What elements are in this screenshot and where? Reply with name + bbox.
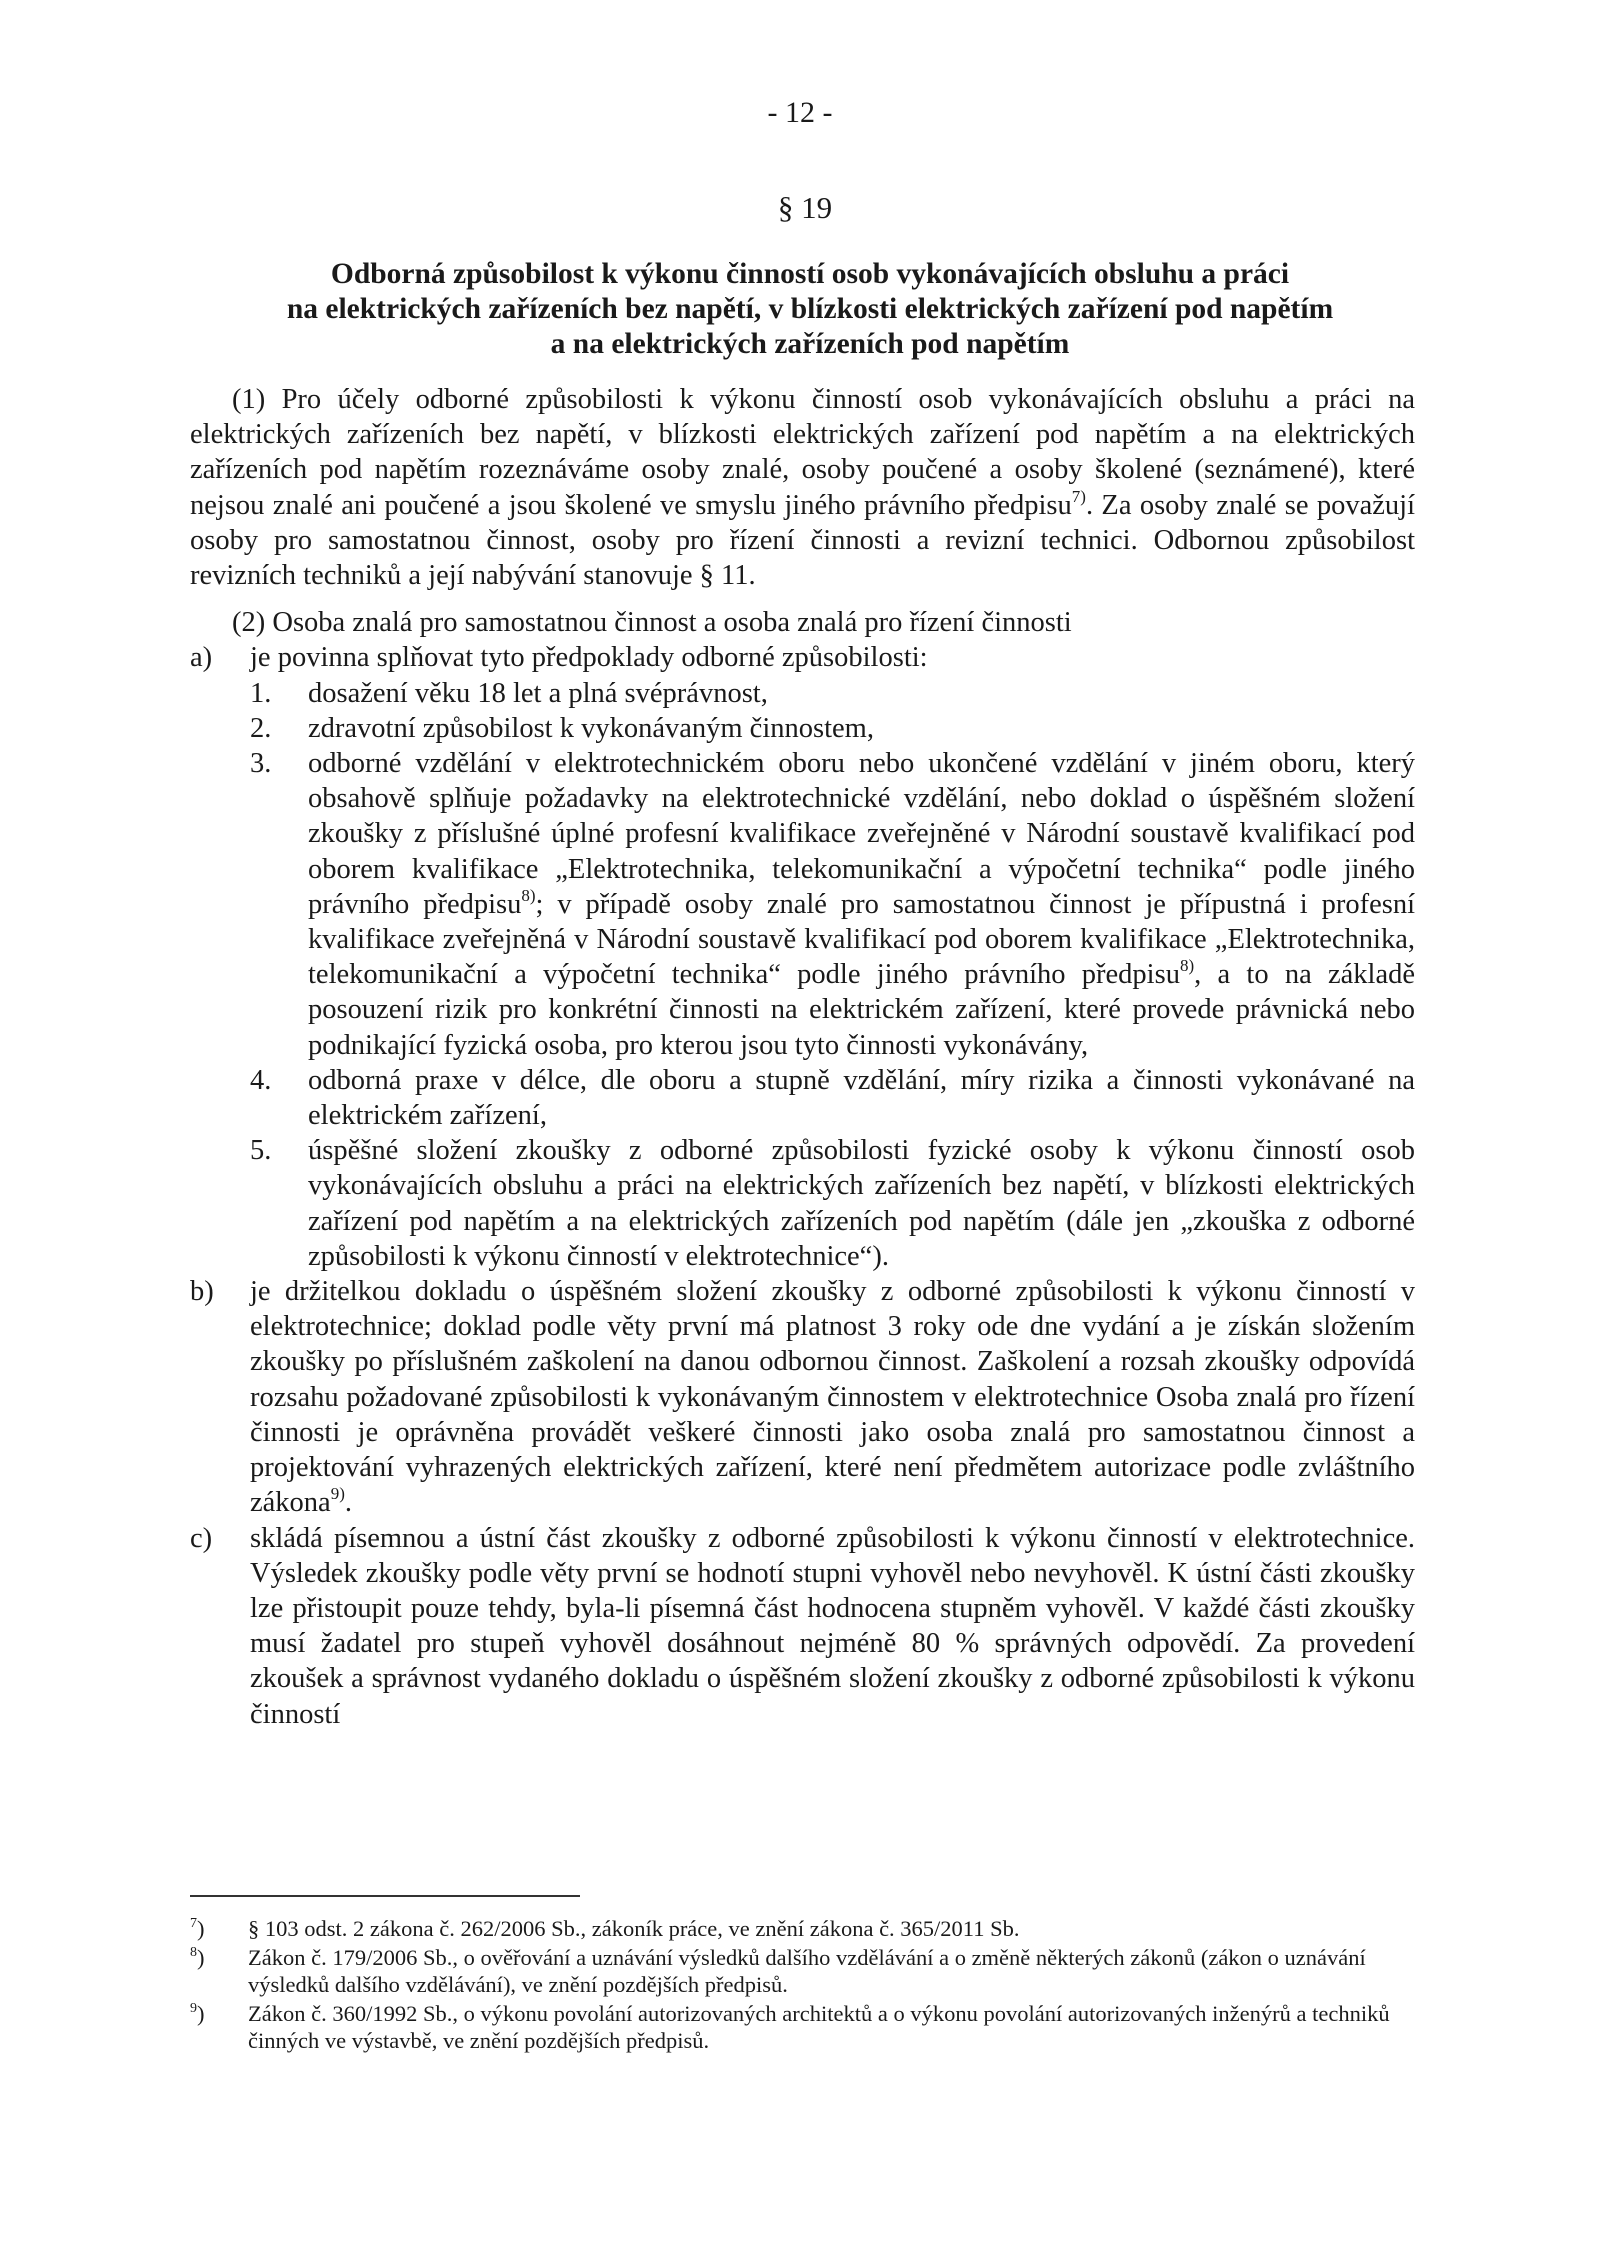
sub-item-2 bbox=[250, 711, 1415, 746]
item-c-label: c) bbox=[190, 1522, 213, 1554]
footnote-ref-7: 7) bbox=[1071, 486, 1086, 506]
sub-item-1 bbox=[250, 676, 1415, 711]
page-number: - 12 - bbox=[767, 96, 833, 129]
footnote-9 bbox=[190, 2000, 1420, 2054]
sub-item-4 bbox=[250, 1063, 1415, 1133]
footnote-ref-9: 9) bbox=[330, 1484, 345, 1504]
item-a-label: a) bbox=[190, 642, 213, 674]
sub-item-number: 4. bbox=[250, 1064, 272, 1096]
footnote-8 bbox=[190, 1944, 1420, 1998]
footnote-label: $^9$) bbox=[190, 2001, 205, 2026]
sub-item-3 bbox=[250, 746, 1415, 1063]
heading-line: a na elektrických zařízeních pod napětím bbox=[550, 328, 1070, 360]
sub-item-text bbox=[308, 746, 1415, 1063]
footnote-text: Zákon č. 179/2006 Sb., o ověřování a uznávání výsledků dalšího vzdělávání a o změně některých zákonů (zákon o uznávání výsledků dalšího vzdělávání), ve znění pozdějších předpisů. bbox=[248, 1945, 1366, 1997]
item-b bbox=[190, 1274, 1415, 1520]
section-mark: § 19 bbox=[777, 190, 833, 225]
sub-item-number: 2. bbox=[250, 712, 272, 744]
item-b-text-main: je držitelkou dokladu o úspěšném složení zkoušky z odborné způsobilosti k výkonu činností v elektrotechnice; doklad podle věty první má platnost 3 roky ode dne vydání a je získán složením zkoušky po příslušném zaškolení na danou odbornou činnost. Zaškolení a rozsah zkoušky odpovídá rozsahu požadované způsobilosti k vykonávaným činnostem v elektrotechnice Osoba znalá pro řízení činnosti je oprávněna provádět veškeré činnosti jako osoba znalá pro samostatnou činnost a projektování vyhrazených elektrických zařízení, které není předmětem autorizace podle zvláštního zákona bbox=[250, 1276, 1415, 1519]
footnote-label: $^7$) bbox=[190, 1916, 205, 1941]
item-b-text-tail: . bbox=[344, 1487, 352, 1519]
item-c bbox=[190, 1521, 1415, 1732]
footnote-mark: 9 bbox=[190, 2001, 197, 2016]
footnote-text: § 103 odst. 2 zákona č. 262/2006 Sb., zákoník práce, ve znění zákona č. 365/2011 Sb. bbox=[248, 1916, 1020, 1941]
footnote-label: $^8$) bbox=[190, 1945, 205, 1970]
footnote-text: Zákon č. 360/1992 Sb., o výkonu povolání autorizovaných architektů a o výkonu povolání autorizovaných inženýrů a techniků činných ve výstavbě, ve znění pozdějších předpisů. bbox=[248, 2001, 1390, 2053]
item-b-text bbox=[250, 1274, 1415, 1520]
sub-item-number: 5. bbox=[250, 1135, 272, 1167]
paragraph-1 bbox=[190, 382, 1415, 593]
paragraph-1-text: (1) Pro účely odborné způsobilosti k výkonu činností osob vykonávajících obsluhu a práci na elektrických zařízeních bez napětí, v blízkosti elektrických zařízení pod napětím a na elektrických zařízeních pod napětím rozeznáváme osoby znalé, osoby poučené a osoby školené (seznámené), které nejsou znalé ani poučené a jsou školené ve smyslu jiného právního předpisu bbox=[190, 384, 1415, 521]
section-heading bbox=[180, 257, 1440, 362]
item-a bbox=[190, 640, 1415, 1274]
sub-item-text: zdravotní způsobilost k vykonávaným činnostem, bbox=[308, 712, 874, 744]
heading-line: Odborná způsobilost k výkonu činností osob vykonávajících obsluhu a práci bbox=[330, 258, 1290, 290]
sub-item-text: úspěšné složení zkoušky z odborné způsobilosti fyzické osoby k výkonu činností osob vykonávajících obsluhu a práci na elektrických zařízeních bez napětí, v blízkosti elektrických zařízení pod napětím a na elektrických zařízeních pod napětím (dále jen „zkouška z odborné způsobilosti k výkonu činností v elektrotechnice“). bbox=[308, 1135, 1415, 1272]
sub-item-text-part: , a to na základě posouzení rizik pro konkrétní činnosti na elektrickém zařízení, které provede právnická nebo podnikající fyzická osoba, pro kterou jsou tyto činnosti vykonávány, bbox=[308, 959, 1415, 1061]
footnote-7 bbox=[190, 1915, 1420, 1942]
sub-item-text: odborná praxe v délce, dle oboru a stupně vzdělání, míry rizika a činnosti vykonávané na elektrickém zařízení, bbox=[308, 1064, 1415, 1132]
sub-item-text-part: odborné vzdělání v elektrotechnickém oboru nebo ukončené vzdělání v jiném oboru, který obsahově splňuje požadavky na elektrotechnické vzdělání, nebo doklad o úspěšném složení zkoušky z příslušné úplné profesní kvalifikace zveřejněné v Národní soustavě kvalifikací pod oborem kvalifikace „Elektrotechnika, telekomunikační a výpočetní technika“ podle jiného právního předpisu bbox=[308, 748, 1415, 920]
item-a-text: je povinna splňovat tyto předpoklady odborné způsobilosti: bbox=[250, 642, 928, 674]
item-a-sublist bbox=[250, 676, 1415, 1274]
footnote-mark: 8 bbox=[190, 1945, 197, 1960]
footnote-mark: 7 bbox=[190, 1916, 197, 1931]
paragraph-1-tail: . Za osoby znalé se považují osoby pro samostatnou činnost, osoby pro řízení činnosti a revizní technici. Odbornou způsobilost revizních techniků a její nabývání stanovuje § 11. bbox=[190, 489, 1415, 592]
item-c-text: skládá písemnou a ústní část zkoušky z odborné způsobilosti k výkonu činností v elektrotechnice. Výsledek zkoušky podle věty první se hodnotí stupni vyhověl nebo nevyhověl. K ústní části zkoušky lze přistoupit pouze tehdy, byla-li písemná část hodnocena stupněm vyhověl. V každé části zkoušky musí žadatel pro stupeň vyhověl dosáhnout nejméně 80 % správných odpovědí. Za provedení zkoušek a správnost vydaného dokladu o úspěšném složení zkoušky z odborné způsobilosti k výkonu činností bbox=[250, 1522, 1415, 1730]
document-body bbox=[190, 382, 1415, 1732]
sub-item-number: 3. bbox=[250, 748, 272, 780]
footnote-ref-8: 8) bbox=[1179, 956, 1195, 976]
footnote-divider bbox=[190, 1895, 580, 1897]
sub-item-5 bbox=[250, 1133, 1415, 1274]
heading-line: na elektrických zařízeních bez napětí, v blízkosti elektrických zařízení pod napětím bbox=[286, 293, 1334, 325]
paragraph-2: (2) Osoba znalá pro samostatnou činnost a osoba znalá pro řízení činnosti bbox=[232, 607, 1072, 639]
footnotes bbox=[190, 1915, 1420, 2056]
item-b-label: b) bbox=[190, 1276, 214, 1308]
sub-item-text-part: ; v případě osoby znalé pro samostatnou činnost je přípustná i profesní kvalifikace zveřejněná v Národní soustavě kvalifikací pod oborem kvalifikace „Elektrotechnika, telekomunikační a výpočetní technika“ podle jiného právního předpisu bbox=[308, 888, 1415, 991]
item-a-body bbox=[250, 640, 1415, 1274]
sub-item-number: 1. bbox=[250, 677, 272, 709]
footnote-ref-8: 8) bbox=[521, 885, 536, 905]
sub-item-text: dosažení věku 18 let a plná svéprávnost, bbox=[308, 677, 768, 709]
